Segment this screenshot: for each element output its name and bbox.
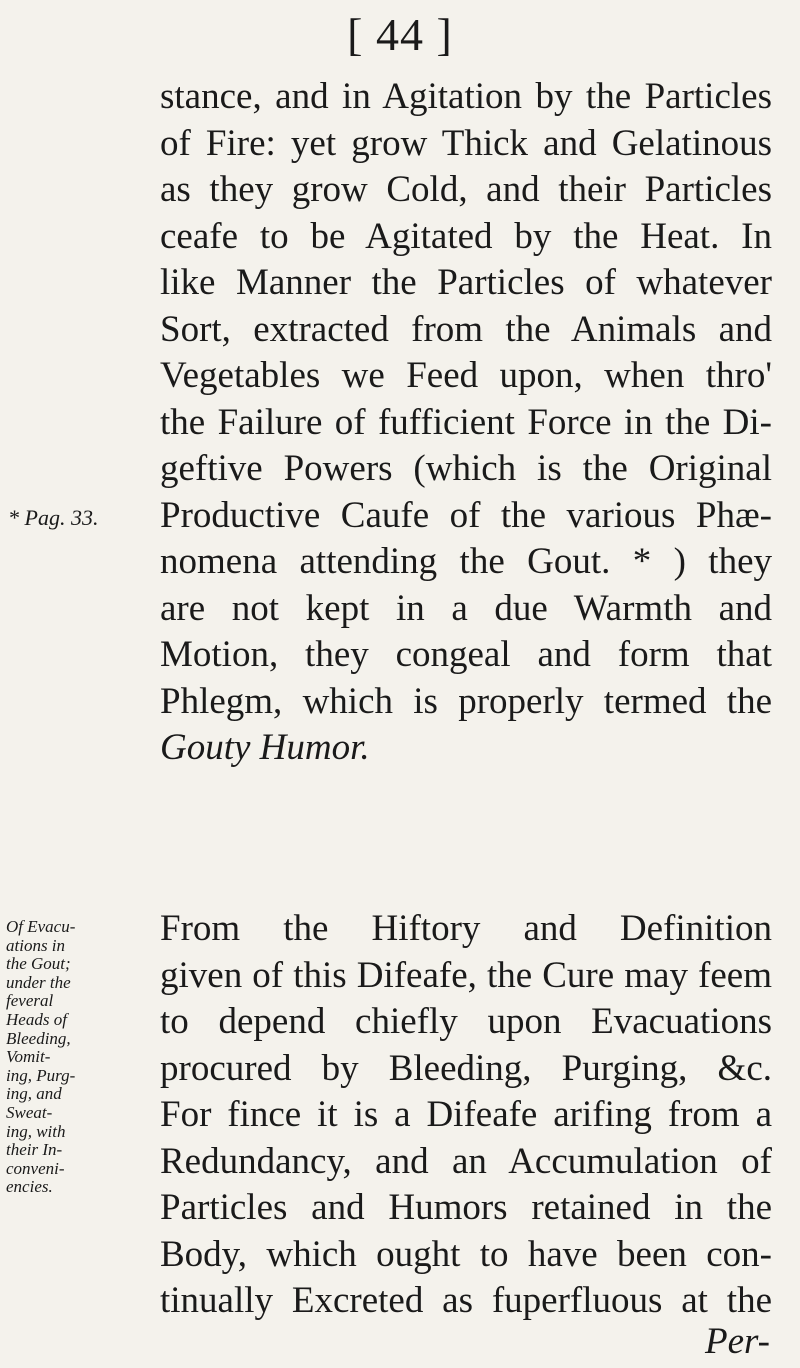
text-line: Vegetables we Feed upon, when thro' [160,355,772,396]
sidenote-line: ations in [6,935,66,955]
sidenote-line: feveral [6,991,54,1011]
sidenote-line: the Gout; [6,954,71,974]
text-line: Phlegm, which is properly termed the [160,680,772,722]
sidenote-line: Bleeding, [6,1028,71,1048]
sidenote-line: conveni- [6,1158,65,1178]
text-line: like Manner the Particles of whatever [160,262,772,303]
text-line: Sort, extracted from the Animals and [160,308,772,350]
text-line: to depend chiefly upon Evacuations [160,1001,772,1042]
sidenote-line: Vomit- [6,1047,51,1067]
sidenote-line: under the [6,972,71,992]
text-line: ceafe to be Agitated by the Heat. In [160,215,772,257]
sidenote-line: their In- [6,1140,63,1160]
text-line: Body, which ought to have been con- [160,1233,772,1275]
paragraph-1 [160,74,772,772]
page-number: [ 44 ] [347,9,453,60]
text-line: Motion, they congeal and form that [160,634,772,675]
sidenote-line: Heads of [6,1009,67,1029]
text-line: geftive Powers (which is the Original [160,448,772,489]
margin-reference: * Pag. 33. [8,505,99,530]
text-line: stance, and in Agitation by the Particles [160,76,772,117]
paragraph-2 [160,906,772,1325]
text-line: procured by Bleeding, Purging, &c. [160,1047,772,1089]
sidenote-line: ing, Purg- [6,1065,76,1085]
text-line: tinually Excreted as fuperfluous at the [160,1280,772,1321]
text-line: For fince it is a Difeafe arifing from a [160,1094,772,1135]
text-line: of Fire: yet grow Thick and Gelatinous [160,122,772,164]
text-line: Productive Caufe of the various Phæ- [160,494,772,536]
text-line: given of this Difeafe, the Cure may feem [160,954,772,996]
sidenote-line: encies. [6,1177,53,1197]
text-line: Particles and Humors retained in the [160,1187,772,1228]
text-line: nomena attending the Gout. * ) they [160,541,772,582]
sidenote-line: ing, and [6,1084,62,1104]
sidenote [6,918,156,1197]
text-line-last: Gouty Humor. [160,727,370,768]
sidenote-line: ing, with [6,1121,66,1141]
text-line: From the Hiftory and Definition [160,908,772,949]
text-line: Redundancy, and an Accumulation of [160,1140,772,1182]
catchword: Per- [704,1321,770,1362]
sidenote-line: Sweat- [6,1102,53,1122]
sidenote-line: Of Evacu- [6,917,76,936]
text-line: are not kept in a due Warmth and [160,587,772,629]
text-line: as they grow Cold, and their Particles [160,169,772,210]
text-line: the Failure of fufficient Force in the Di- [160,401,772,443]
